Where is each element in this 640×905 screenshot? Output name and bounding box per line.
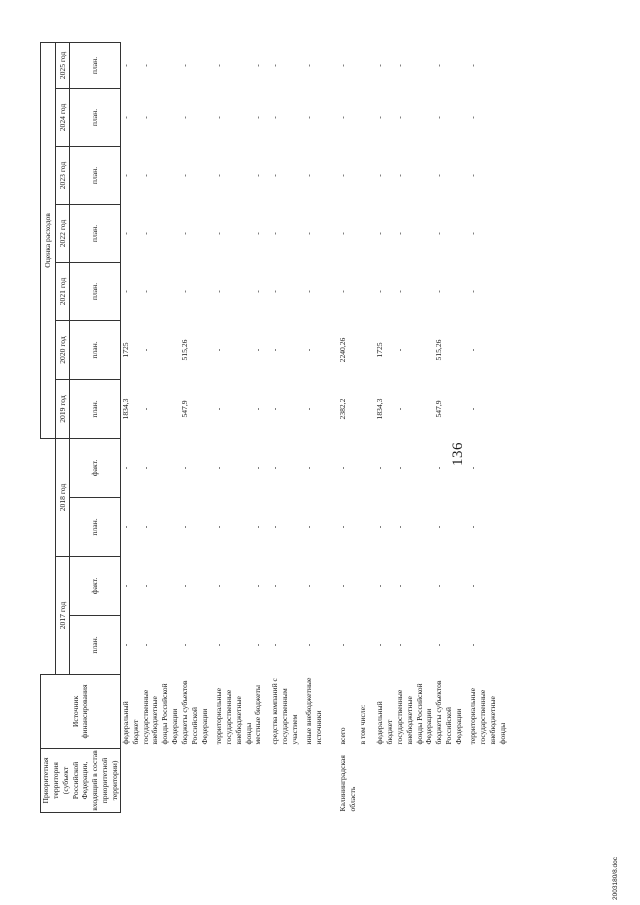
value-cell: - [375,290,385,293]
value-cell: - [304,643,314,647]
header-year-2019: 2019 год [55,380,70,439]
value-cell: - [394,466,404,470]
value-cell: - [304,407,314,411]
table-row [358,42,375,812]
value-cell: - [270,174,280,177]
territory-cell [434,749,468,813]
value-cell: - [338,116,348,119]
value-cell: 1725 [375,342,385,358]
value-cell: - [120,466,130,470]
value-cell: - [214,290,224,293]
page-number: 136 [450,442,466,466]
value-cell: - [120,232,130,235]
value-cell: 515,26 [180,339,190,361]
value-cell: - [468,232,478,235]
source-cell: всего [338,727,348,745]
value-cell [358,89,375,147]
value-cell: - [468,584,478,588]
value-cell: - [253,466,263,470]
value-cell: - [338,466,348,470]
value-cell: - [434,116,444,119]
value-cell: - [304,584,314,588]
table-row [434,42,468,812]
source-cell: федеральный бюджет [375,701,395,745]
source-cell: государственные внебюджетные фонды Российской Федерации [394,683,434,745]
value-cell: - [270,64,280,67]
header-plan: план. [70,89,120,147]
value-cell: - [270,116,280,119]
value-cell [358,439,375,498]
header-plan: план. [70,498,120,557]
value-cell [358,321,375,380]
value-cell: - [140,584,150,588]
value-cell: 2240,26 [338,337,348,363]
value-cell: 1834,3 [375,398,385,420]
table-row [141,42,180,812]
value-cell: - [338,232,348,235]
value-cell: - [120,584,130,588]
footer-filename: 2003180/8.doc [612,856,619,900]
value-cell: - [270,466,280,470]
value-cell: - [304,232,314,235]
value-cell [358,263,375,321]
value-cell: 547,9 [180,400,190,418]
value-cell: - [270,232,280,235]
value-cell: - [270,643,280,647]
value-cell: - [120,174,130,177]
value-cell [358,498,375,557]
territory-cell [253,749,270,813]
value-cell: - [338,643,348,647]
value-cell: - [214,466,224,470]
value-cell: - [394,64,404,67]
value-cell: - [468,348,478,352]
header-plan: план. [70,380,120,439]
source-cell: бюджеты субъектов Российской Федерации [434,680,464,745]
value-cell: - [304,64,314,67]
table-row [304,42,338,812]
header-plan: план. [70,263,120,321]
territory-cell [120,749,140,813]
value-cell: - [375,584,385,588]
value-cell: - [270,407,280,411]
value-cell: - [214,643,224,647]
value-cell: - [120,643,130,647]
value-cell: - [375,174,385,177]
table-row [375,42,395,812]
territory-cell [358,749,375,813]
value-cell: - [468,643,478,647]
table-row [120,42,140,812]
table-row [214,42,253,812]
value-cell: - [140,290,150,293]
value-cell: - [394,525,404,529]
value-cell: - [375,116,385,119]
value-cell: - [180,290,190,293]
source-cell: территориальные государственные внебюджетные фонды [214,688,253,745]
value-cell: - [120,290,130,293]
value-cell: - [304,466,314,470]
value-cell: - [140,348,150,352]
header-year-2020: 2020 год [55,321,70,380]
header-plan: план. [70,205,120,263]
value-cell: - [394,290,404,293]
territory-cell [180,749,214,813]
value-cell: - [338,525,348,529]
territory-cell [395,749,434,813]
value-cell: - [180,525,190,529]
value-cell: - [214,64,224,67]
value-cell: - [338,174,348,177]
value-cell: - [375,466,385,470]
header-source: Источник финансирования [41,675,121,749]
source-cell: государственные внебюджетные фонды Российской Федерации [140,683,180,745]
value-cell: - [214,232,224,235]
territory-cell [214,749,253,813]
value-cell: - [304,174,314,177]
table-row [253,42,270,812]
value-cell: - [468,174,478,177]
table-row [180,42,214,812]
value-cell: - [304,525,314,529]
value-cell: - [253,584,263,588]
header-plan: план. [70,147,120,205]
value-cell: - [394,407,404,411]
value-cell: - [338,64,348,67]
header-year-2017: 2017 год [55,557,70,675]
value-cell: - [304,290,314,293]
value-cell: - [140,64,150,67]
value-cell [358,42,375,88]
value-cell [358,616,375,675]
value-cell: 1834,3 [120,398,130,420]
territory-cell [304,749,338,813]
value-cell: - [468,290,478,293]
value-cell: - [434,174,444,177]
value-cell: - [270,525,280,529]
header-territory: Приоритетная территория (субъект Российской Федерации, входящий в состав приоритетной территории) [41,750,120,811]
value-cell: - [270,584,280,588]
value-cell: - [394,348,404,352]
value-cell: - [375,525,385,529]
value-cell: - [434,290,444,293]
header-year-2025: 2025 год [55,42,70,88]
header-fact: факт. [70,439,120,498]
value-cell: - [468,64,478,67]
value-cell: - [253,525,263,529]
table-row [338,42,358,812]
header-plan: план. [70,321,120,380]
value-cell: - [253,64,263,67]
header-year-2024: 2024 год [55,89,70,147]
value-cell: - [394,232,404,235]
value-cell: - [214,407,224,411]
value-cell: - [434,466,444,470]
territory-cell [141,749,180,813]
value-cell: - [434,232,444,235]
value-cell: - [140,525,150,529]
value-cell: - [253,116,263,119]
value-cell: - [375,232,385,235]
value-cell: - [270,348,280,352]
value-cell: - [338,584,348,588]
value-cell: - [180,174,190,177]
source-cell: территориальные государственные внебюджетные фонды [468,688,507,745]
table-row [468,42,507,812]
value-cell: - [180,466,190,470]
value-cell: - [253,232,263,235]
value-cell: - [253,407,263,411]
value-cell: - [468,116,478,119]
value-cell: - [214,525,224,529]
value-cell: - [180,64,190,67]
value-cell: - [375,64,385,67]
value-cell: - [338,290,348,293]
value-cell: 1725 [120,342,130,358]
value-cell: - [394,116,404,119]
header-estimate: Оценка расходов [41,42,56,438]
header-year-2023: 2023 год [55,147,70,205]
value-cell: - [434,64,444,67]
expenses-table [40,42,508,813]
table-row [395,42,434,812]
value-cell: 515,26 [434,339,444,361]
value-cell: - [304,116,314,119]
value-cell [358,205,375,263]
value-cell: - [394,584,404,588]
value-cell: 2382,2 [338,398,348,420]
value-cell: - [270,290,280,293]
value-cell: - [253,174,263,177]
source-cell: местные бюджеты [253,685,263,745]
header-fact: факт. [70,557,120,616]
source-cell: в том числе: [358,704,368,745]
value-cell: - [253,348,263,352]
value-cell [358,557,375,616]
value-cell [358,380,375,439]
value-cell: - [140,643,150,647]
source-cell: средства компаний с государственным участием [270,678,300,745]
source-cell: иные внебюджетные источники [304,677,324,745]
value-cell: - [468,466,478,470]
header-plan: план. [70,42,120,88]
territory-cell [375,749,395,813]
value-cell: - [253,290,263,293]
value-cell: - [214,116,224,119]
value-cell: - [180,584,190,588]
value-cell: - [180,232,190,235]
territory-cell [270,749,304,813]
value-cell: - [214,348,224,352]
value-cell: - [434,643,444,647]
value-cell: - [394,174,404,177]
source-cell: федеральный бюджет [120,701,140,745]
value-cell: - [140,232,150,235]
value-cell: - [180,116,190,119]
header-year-2022: 2022 год [55,205,70,263]
value-cell [358,147,375,205]
value-cell: - [375,643,385,647]
territory-cell [468,749,507,813]
territory-cell: Калининградская область [338,755,358,812]
value-cell: 547,9 [434,400,444,418]
value-cell: - [120,116,130,119]
value-cell: - [434,584,444,588]
value-cell: - [140,174,150,177]
header-year-2021: 2021 год [55,263,70,321]
value-cell: - [140,407,150,411]
value-cell: - [120,525,130,529]
value-cell: - [180,643,190,647]
value-cell: - [140,466,150,470]
source-cell: бюджеты субъектов Российской Федерации [180,680,209,745]
header-year-2018: 2018 год [55,439,70,557]
header-plan: план. [70,616,120,675]
value-cell: - [214,584,224,588]
value-cell: - [434,525,444,529]
value-cell: - [468,407,478,411]
table-row [270,42,304,812]
value-cell: - [253,643,263,647]
value-cell: - [214,174,224,177]
value-cell: - [304,348,314,352]
value-cell: - [468,525,478,529]
value-cell: - [120,64,130,67]
value-cell: - [140,116,150,119]
value-cell: - [394,643,404,647]
